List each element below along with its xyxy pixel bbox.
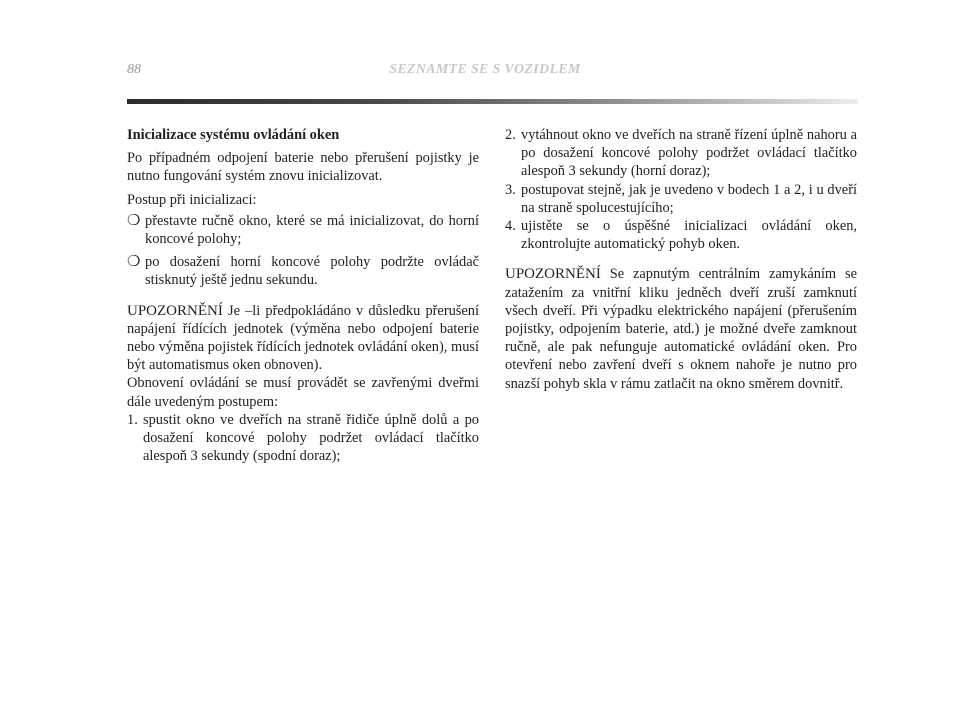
warning-paragraph [127, 302, 479, 375]
step-text: postupovat stejně, jak je uvedeno v bodech 1 a 2, i u dveří na straně spolucestujícího; [521, 181, 857, 216]
bullet-item [127, 253, 479, 289]
bullet-item [127, 212, 479, 248]
page-number: 88 [127, 62, 141, 77]
warning-paragraph [505, 265, 857, 392]
step-item [127, 411, 479, 466]
step-item [505, 126, 857, 181]
step-number: 2. [505, 127, 516, 143]
intro-paragraph: Po případném odpojení baterie nebo přerušení pojistky je nutno fungování systém znovu inicializovat. [127, 150, 479, 185]
bullet-text: přestavte ručně okno, které se má inicializovat, do horní koncové polohy; [145, 212, 479, 248]
right-column [505, 126, 857, 393]
circle-bullet-icon: ❍ [127, 254, 141, 271]
left-column [127, 126, 479, 465]
step-text: ujistěte se o úspěšné inicializaci ovládání oken, zkontrolujte automatický pohyb oken. [521, 218, 857, 253]
circle-bullet-icon: ❍ [127, 212, 141, 229]
bullet-text: po dosažení horní koncové polohy podržte ovládač stisknutý ještě jednu sekundu. [145, 254, 479, 289]
step-number: 4. [505, 218, 516, 235]
warning-text: Je –li předpokládáno v důsledku přerušení napájení řídících jednotek (výměna nebo odpojení baterie nebo výměna pojistek řídících jednotek ovládání oken), musí být automatismus oken obnoven). [127, 302, 479, 374]
warning-label: UPOZORNĚNÍ [127, 302, 223, 319]
restore-paragraph: Obnovení ovládání se musí provádět se zavřenými dveřmi dále uvedeným postupem: [127, 375, 479, 410]
step-item [505, 181, 857, 217]
procedure-label: Postup při inicializaci: [127, 191, 257, 208]
section-heading: Inicializace systému ovládání oken [127, 127, 340, 143]
warning-label: UPOZORNĚNÍ [505, 266, 601, 283]
running-head: SEZNAMTE SE S VOZIDLEM [389, 62, 581, 77]
warning-text: Se zapnutým centrálním zamykáním se zatažením za vnitřní kliku jedněch dveří zruší zamknutí všech dveří. Při výpadku elektrického napájení (přerušením pojistky, odpojením baterie, atd.) je možné dveře zamknout ručně, ale pak nefunguje automatické ovládání oken. Pro otevření nebo zavření dveří s oknem nahoře je nutno pro snazší pohyb skla v rámu zatlačit na okno směrem dovnitř. [505, 266, 857, 392]
step-text: spustit okno ve dveřích na straně řidiče úplně dolů a po dosažení koncové polohy podržet ovládací tlačítko alespoň 3 sekundy (spodní doraz); [143, 411, 479, 465]
header-rule [127, 99, 858, 104]
step-number: 1. [127, 411, 138, 428]
step-number: 3. [505, 181, 516, 198]
step-item [505, 217, 857, 253]
step-text: vytáhnout okno ve dveřích na straně řízení úplně nahoru a po dosažení koncové polohy podržet ovládací tlačítko alespoň 3 sekundy (horní doraz); [521, 127, 857, 180]
